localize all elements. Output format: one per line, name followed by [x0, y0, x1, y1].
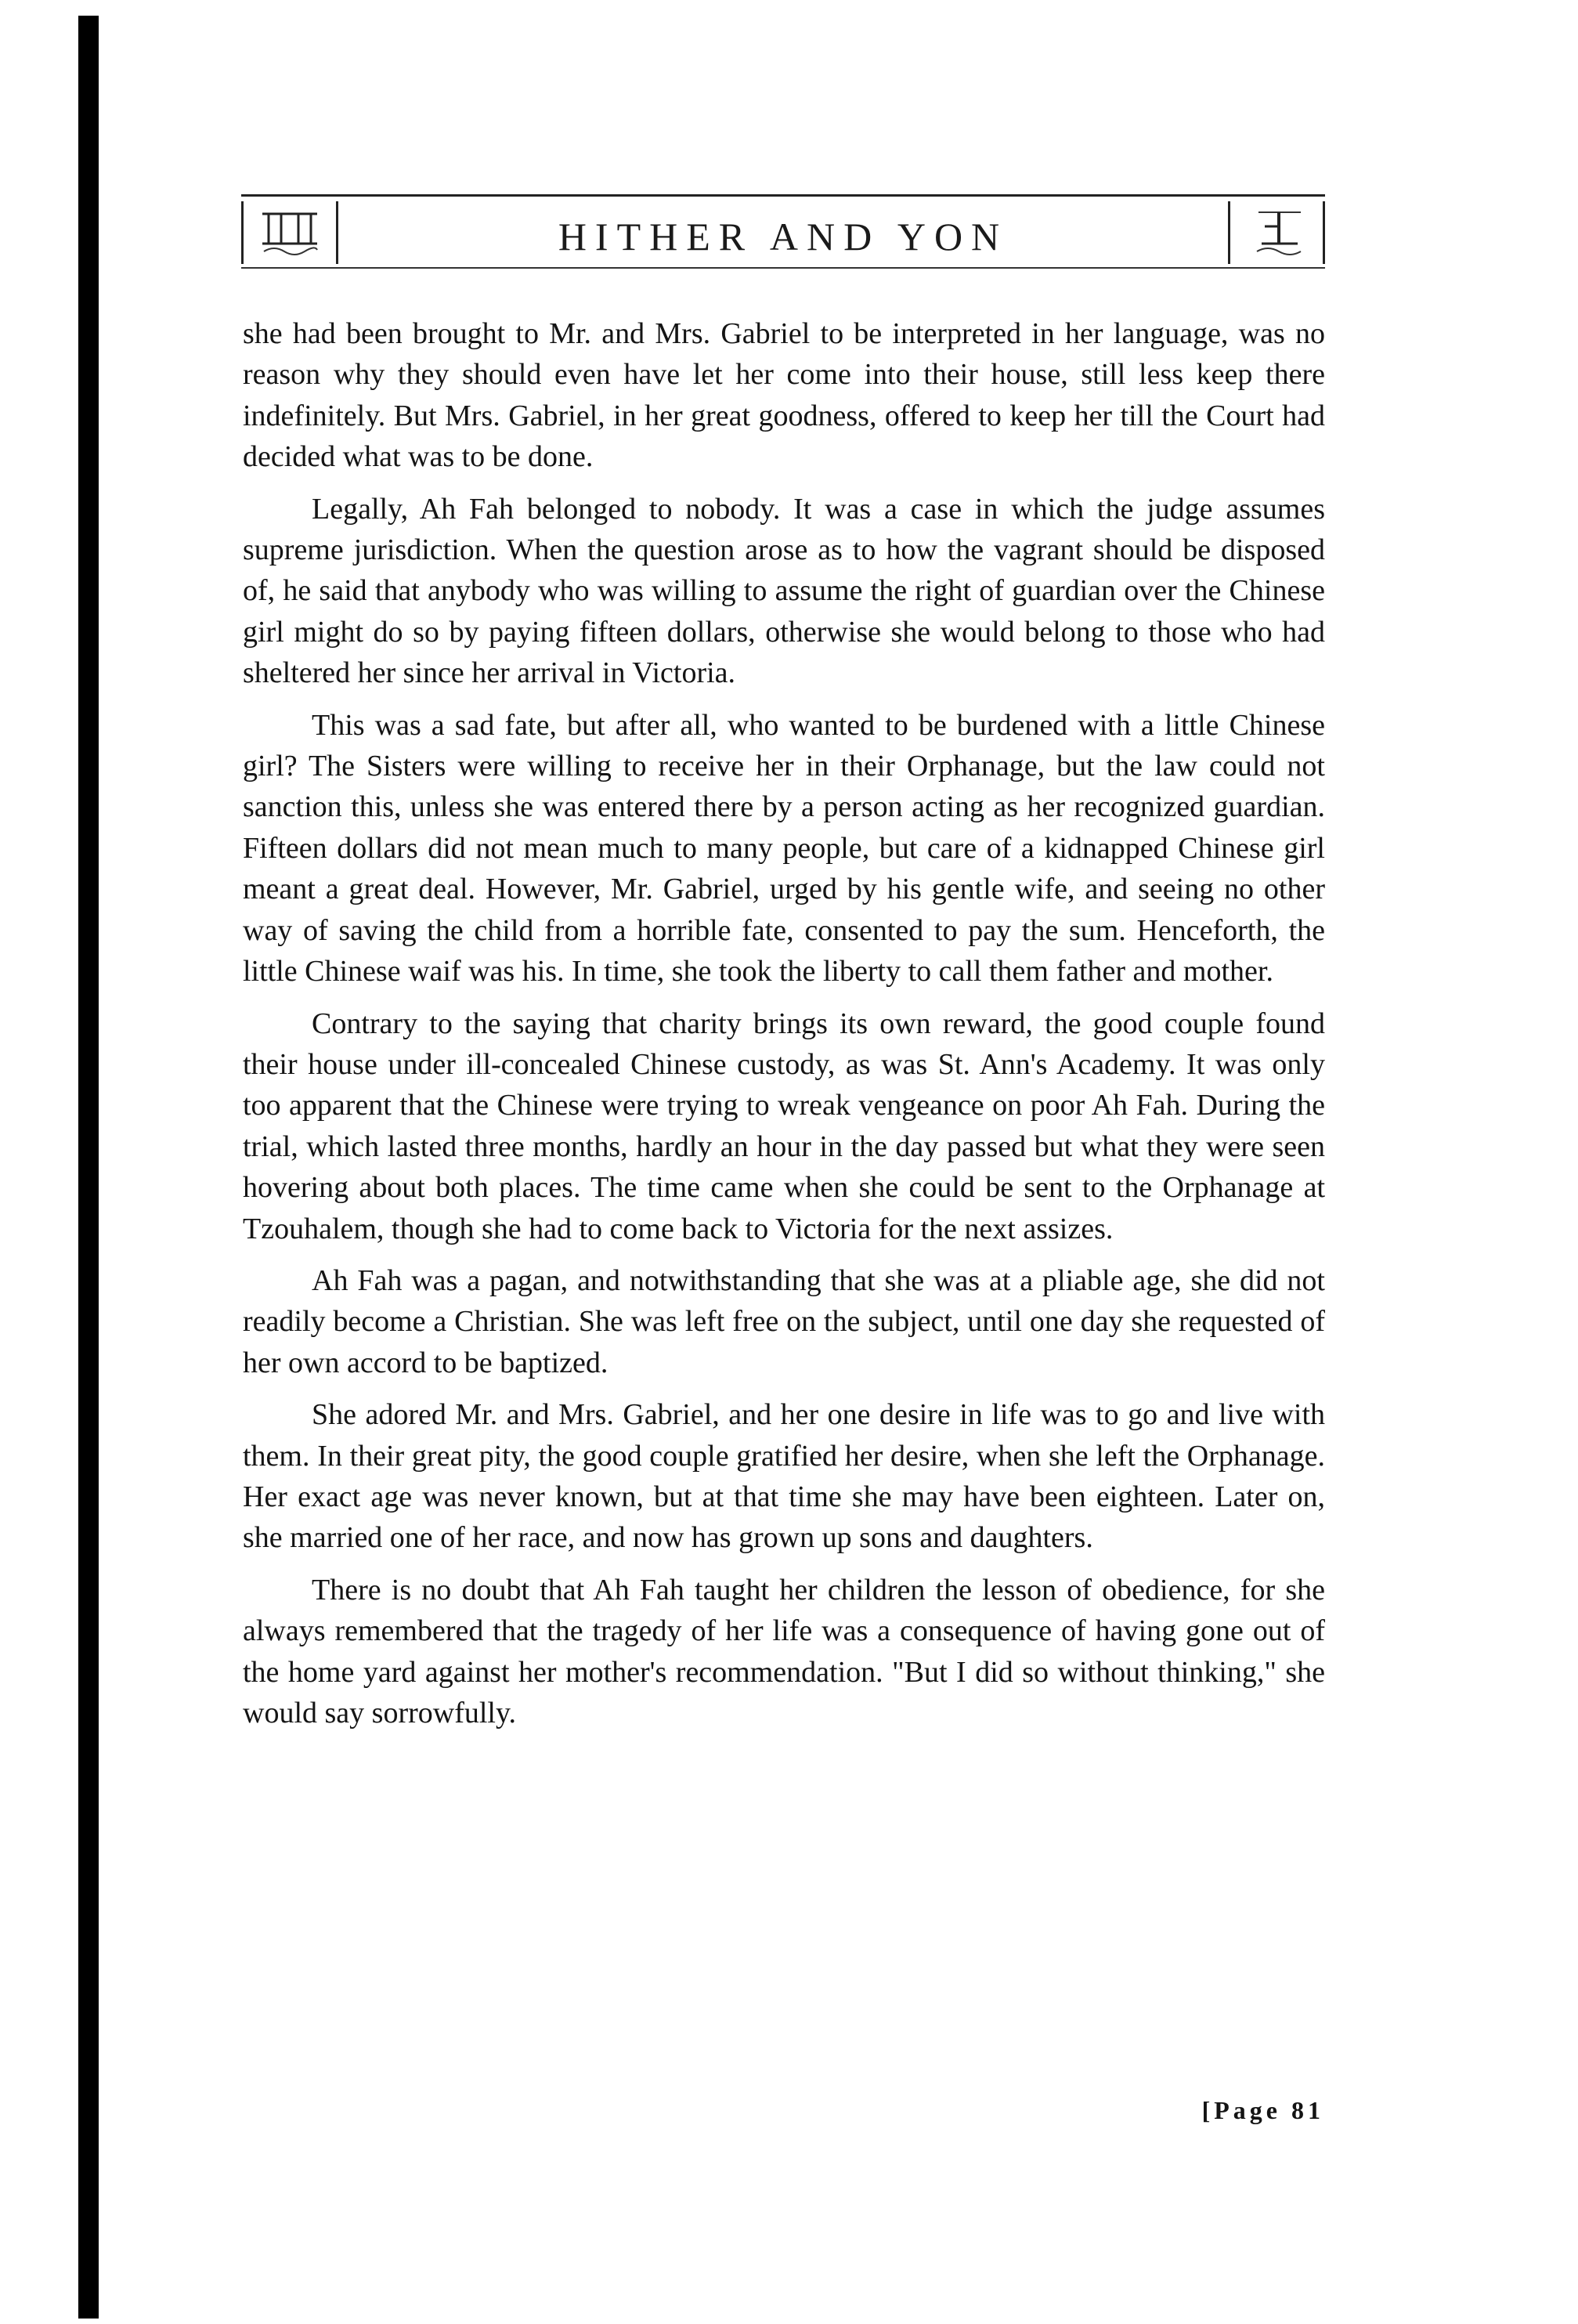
- paragraph: Contrary to the saying that charity brings its own reward, the good couple found their house under ill-concealed Chinese custody, as was St. Ann's Academy. It was only too apparent that the Chinese were trying to wreak vengeance on poor Ah Fah. During the trial, which lasted three months, hardly an hour in the day passed but what they were seen hovering about both places. The time came when she could be sent to the Orphanage at Tzouhalem, though she had to come back to Victoria for the next assizes.: [243, 1007, 1325, 1245]
- paragraph: There is no doubt that Ah Fah taught her children the lesson of obedience, for she always remembered that the tragedy of her life was a consequence of having gone out of the home yard against her mother's recommendation. "But I did so without thinking," she would say sorrowfully.: [243, 1573, 1325, 1729]
- page-number: [Page 81: [1201, 2096, 1324, 2124]
- binding-edge: [78, 16, 99, 2319]
- running-header-title: HITHER AND YON: [558, 215, 1009, 258]
- paragraph: Legally, Ah Fah belonged to nobody. It was a case in which the judge assumes supreme jurisdiction. When the question arose as to how the vagrant should be disposed of, he said that anybody who was willing to assume the right of guardian over the Chinese girl might do so by paying fifteen dollars, otherwise she would belong to those who had sheltered her since her arrival in Victoria.: [243, 492, 1325, 690]
- header-ornament-right-icon: [1228, 201, 1325, 264]
- paragraph: Ah Fah was a pagan, and notwithstanding that she was at a pliable age, she did not readily become a Christian. She was left free on the subject, until one day she requested of her own accord to be baptized.: [243, 1263, 1325, 1379]
- paragraph: She adored Mr. and Mrs. Gabriel, and her one desire in life was to go and live with them. In their great pity, the good couple gratified her desire, when she left the Orphanage. Her exact age was never known, but at that time she may have been eighteen. Later on, she married one of her race, and now has grown up sons and daughters.: [243, 1398, 1325, 1555]
- page-body: [243, 313, 1325, 1744]
- paragraph: she had been brought to Mr. and Mrs. Gabriel to be interpreted in her language, was no reason why they should even have let her come into their house, still less keep there indefinitely. But Mrs. Gabriel, in her great goodness, offered to keep her till the Court had decided what was to be done.: [243, 317, 1325, 474]
- paragraph: This was a sad fate, but after all, who wanted to be burdened with a little Chinese girl? The Sisters were willing to receive her in their Orphanage, but the law could not sanction this, unless she was entered there by a person acting as her recognized guardian. Fifteen dollars did not mean much to many people, but care of a kidnapped Chinese girl meant a great deal. However, Mr. Gabriel, urged by his gentle wife, and seeing no other way of saving the child from a horrible fate, consented to pay the sum. Henceforth, the little Chinese waif was his. In time, she took the liberty to call them father and mother.: [243, 708, 1325, 989]
- running-header: [241, 194, 1325, 269]
